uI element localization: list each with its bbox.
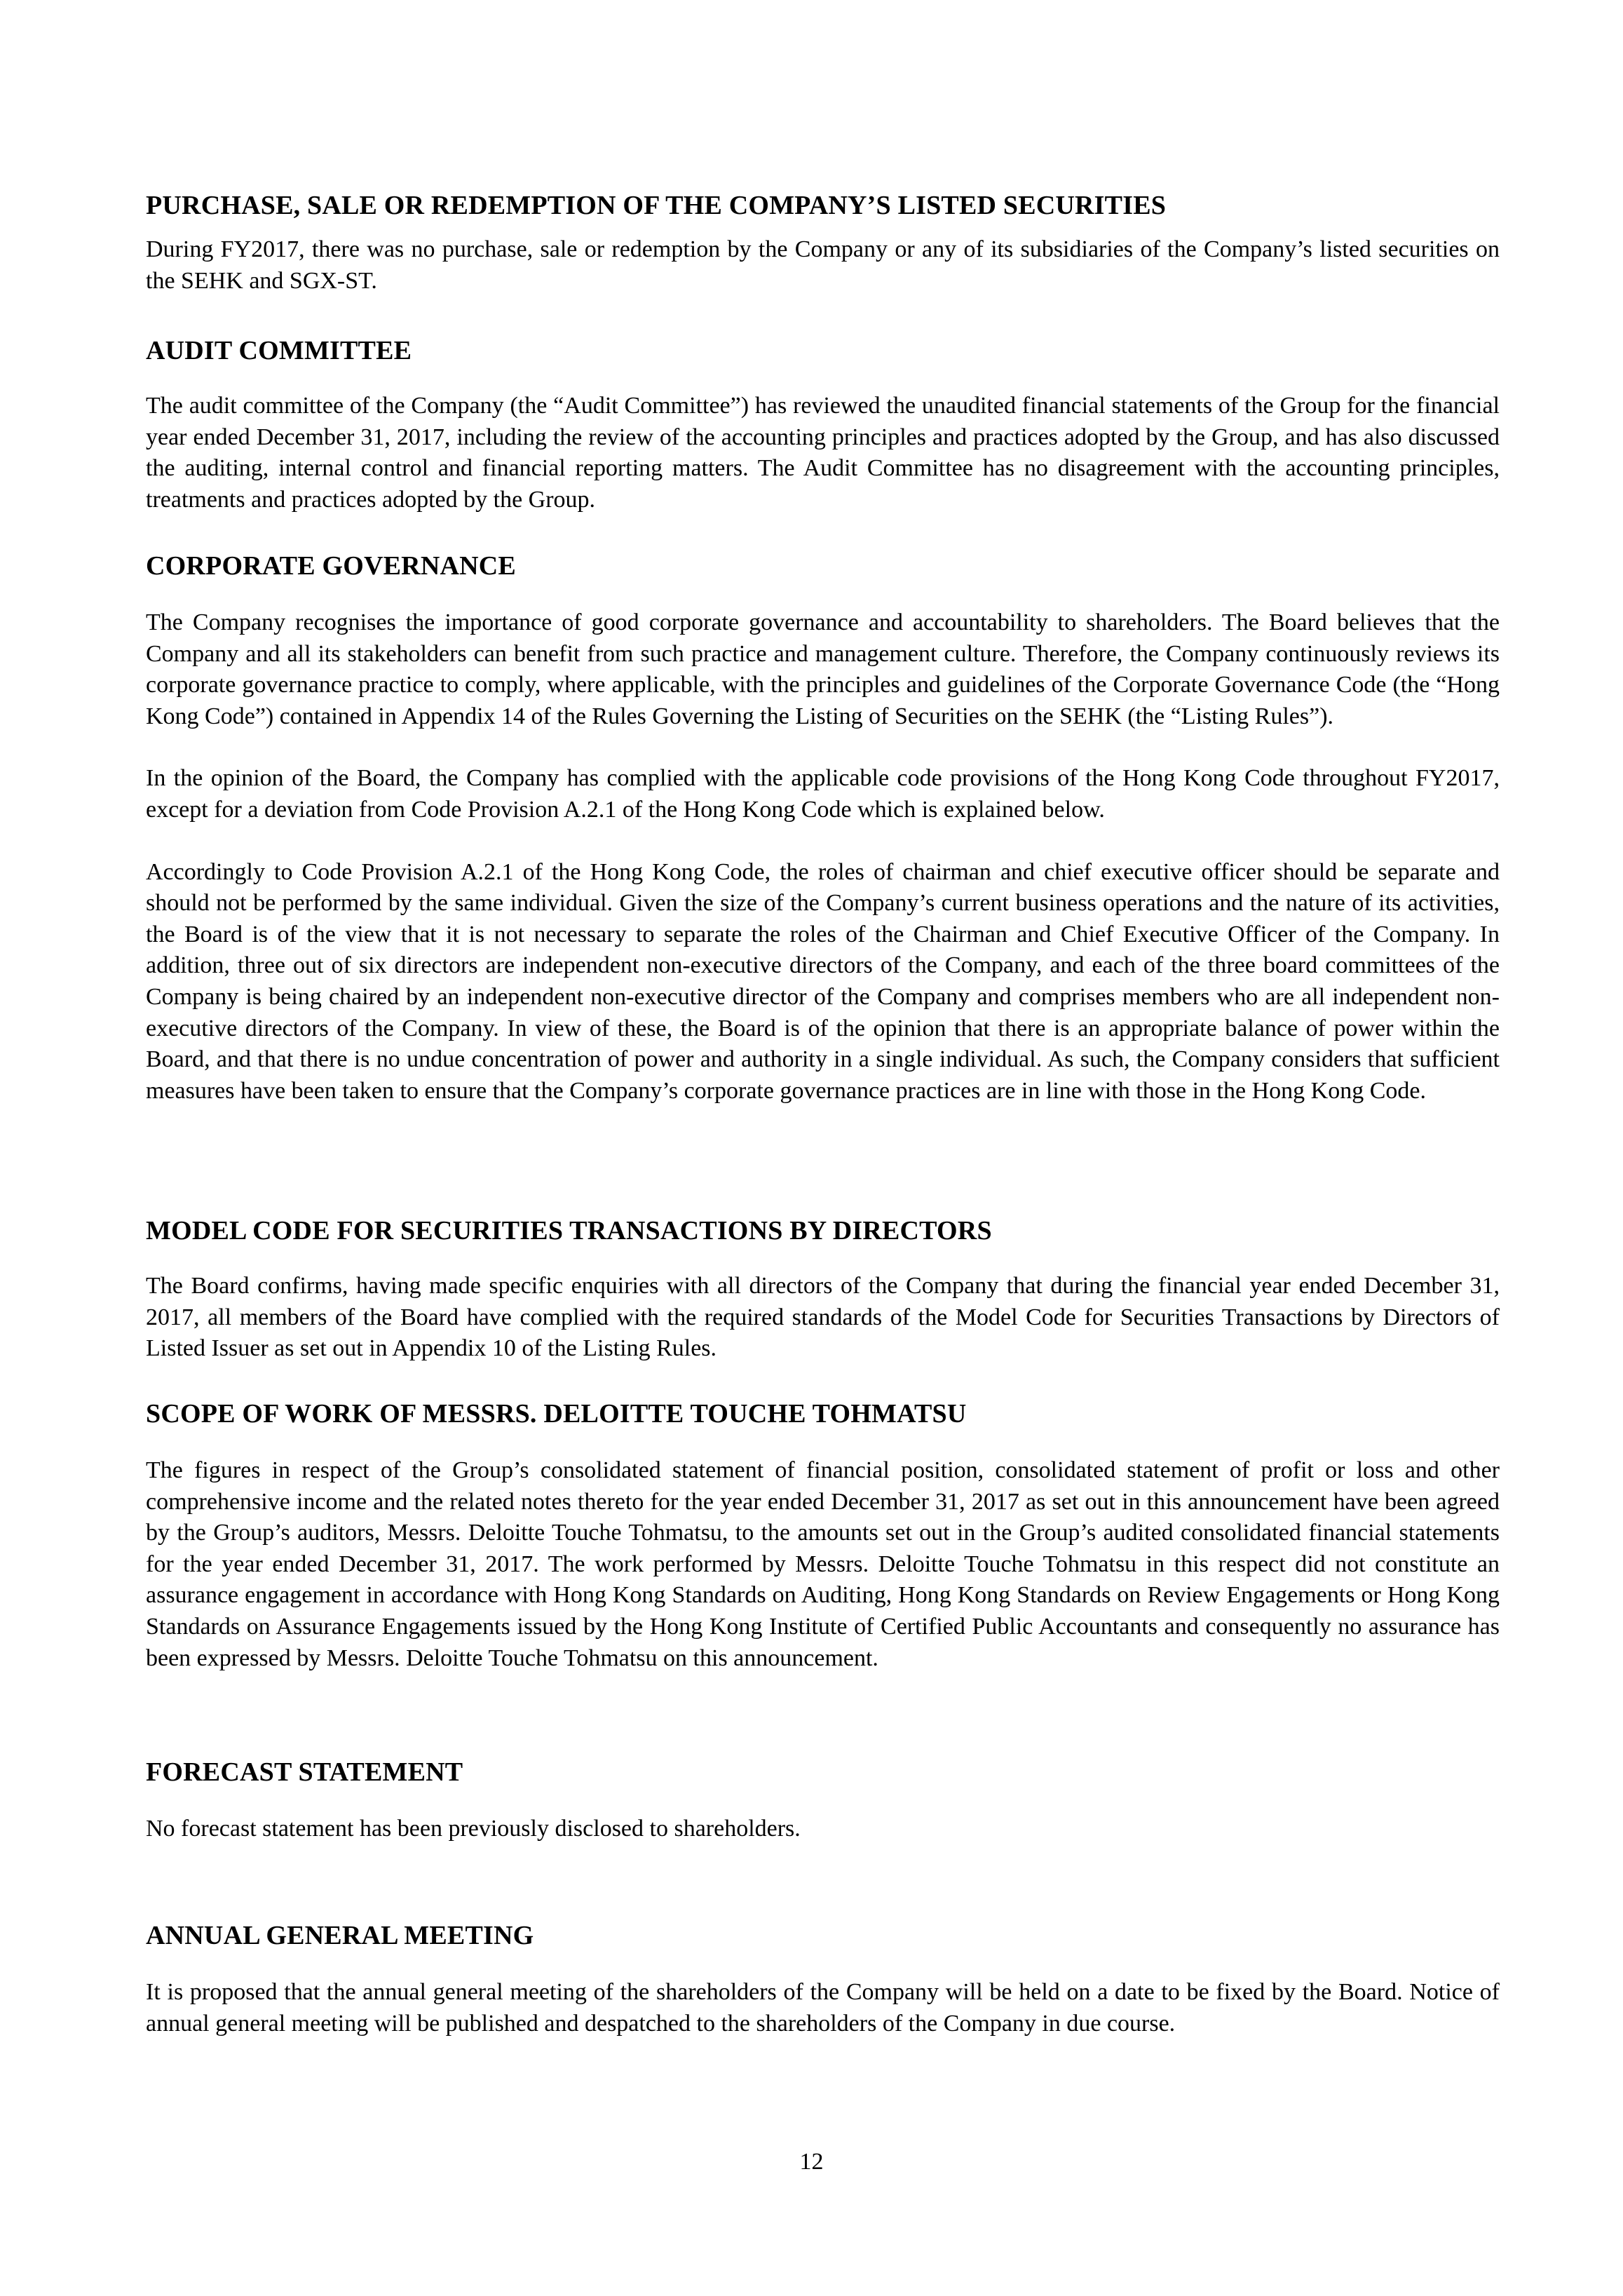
- section-paragraph: The figures in respect of the Group’s consolidated statement of financial position, consolidated statement of profit or loss and other comprehensive income and the related notes thereto for the year ended December 31, 2017 as set out in this announcement have been agreed by the Group’s auditors, Messrs. Deloitte Touche Tohmatsu, to the amounts set out in the Group’s audited consolidated financial statements for the year ended December 31, 2017. The work performed by Messrs. Deloitte Touche Tohmatsu in this respect did not constitute an assurance engagement in accordance with Hong Kong Standards on Auditing, Hong Kong Standards on Review Engagements or Hong Kong Standards on Assurance Engagements issued by the Hong Kong Institute of Certified Public Accountants and consequently no assurance has been expressed by Messrs. Deloitte Touche Tohmatsu on this announcement.: [146, 1457, 1500, 1671]
- section-paragraph: Accordingly to Code Provision A.2.1 of the Hong Kong Code, the roles of chairman and chief executive officer should be separate and should not be performed by the same individual. Given the size of the Company’s current business operations and the nature of its activities, the Board is of the view that it is not necessary to separate the roles of the Chairman and Chief Executive Officer of the Company. In addition, three out of six directors are independent non-executive directors of the Company, and each of the three board committees of the Company is being chaired by an independent non-executive director of the Company and comprises members who are all independent non-executive directors of the Company. In view of these, the Board is of the opinion that there is an appropriate balance of power within the Board, and that there is no undue concentration of power and authority in a single individual. As such, the Company considers that sufficient measures have been taken to ensure that the Company’s corporate governance practices are in line with those in the Hong Kong Code.: [146, 858, 1500, 1104]
- section-heading: FORECAST STATEMENT: [146, 1757, 463, 1787]
- section-purchase-sale-redemption: [146, 189, 1500, 297]
- section-paragraph: The audit committee of the Company (the “Audit Committee”) has reviewed the unaudited financial statements of the Group for the financial year ended December 31, 2017, including the review of the accounting principles and practices adopted by the Group, and has also discussed the auditing, internal control and financial reporting matters. The Audit Committee has no disagreement with the accounting principles, treatments and practices adopted by the Group.: [146, 393, 1500, 513]
- section-paragraph: It is proposed that the annual general meeting of the shareholders of the Company will be held on a date to be fixed by the Board. Notice of annual general meeting will be published and despatched to the shareholders of the Company in due course.: [146, 1979, 1500, 2037]
- section-paragraph: In the opinion of the Board, the Company has complied with the applicable code provisions of the Hong Kong Code throughout FY2017, except for a deviation from Code Provision A.2.1 of the Hong Kong Code which is explained below.: [146, 765, 1500, 823]
- section-paragraph: The Board confirms, having made specific enquiries with all directors of the Company that during the financial year ended December 31, 2017, all members of the Board have complied with the required standards of the Model Code for Securities Transactions by Directors of Listed Issuer as set out in Appendix 10 of the Listing Rules.: [146, 1273, 1500, 1362]
- section-scope-of-work: [146, 1398, 1500, 1674]
- section-heading: CORPORATE GOVERNANCE: [146, 551, 516, 581]
- section-heading: ANNUAL GENERAL MEETING: [146, 1921, 534, 1950]
- section-audit-committee: [146, 335, 1500, 515]
- section-annual-general-meeting: [146, 1919, 1500, 2039]
- section-paragraph: The Company recognises the importance of good corporate governance and accountability to shareholders. The Board believes that the Company and all its stakeholders can benefit from such practice and management culture. Therefore, the Company continuously reviews its corporate governance practice to comply, where applicable, with the principles and guidelines of the Corporate Governance Code (the “Hong Kong Code”) contained in Appendix 14 of the Rules Governing the Listing of Securities on the SEHK (the “Listing Rules”).: [146, 609, 1500, 729]
- section-paragraph: During FY2017, there was no purchase, sale or redemption by the Company or any of its subsidiaries of the Company’s listed securities on the SEHK and SGX-ST.: [146, 236, 1500, 294]
- section-heading: AUDIT COMMITTEE: [146, 336, 412, 365]
- section-paragraph: No forecast statement has been previously disclosed to shareholders.: [146, 1816, 801, 1842]
- section-heading: PURCHASE, SALE OR REDEMPTION OF THE COMPANY’S LISTED SECURITIES: [146, 191, 1167, 220]
- page-number: 12: [799, 2149, 824, 2175]
- section-heading: SCOPE OF WORK OF MESSRS. DELOITTE TOUCHE TOHMATSU: [146, 1399, 967, 1429]
- section-heading: MODEL CODE FOR SECURITIES TRANSACTIONS BY DIRECTORS: [146, 1216, 992, 1245]
- section-model-code: [146, 1215, 1500, 1365]
- section-corporate-governance: [146, 550, 1500, 1107]
- section-forecast-statement: [146, 1756, 1500, 1845]
